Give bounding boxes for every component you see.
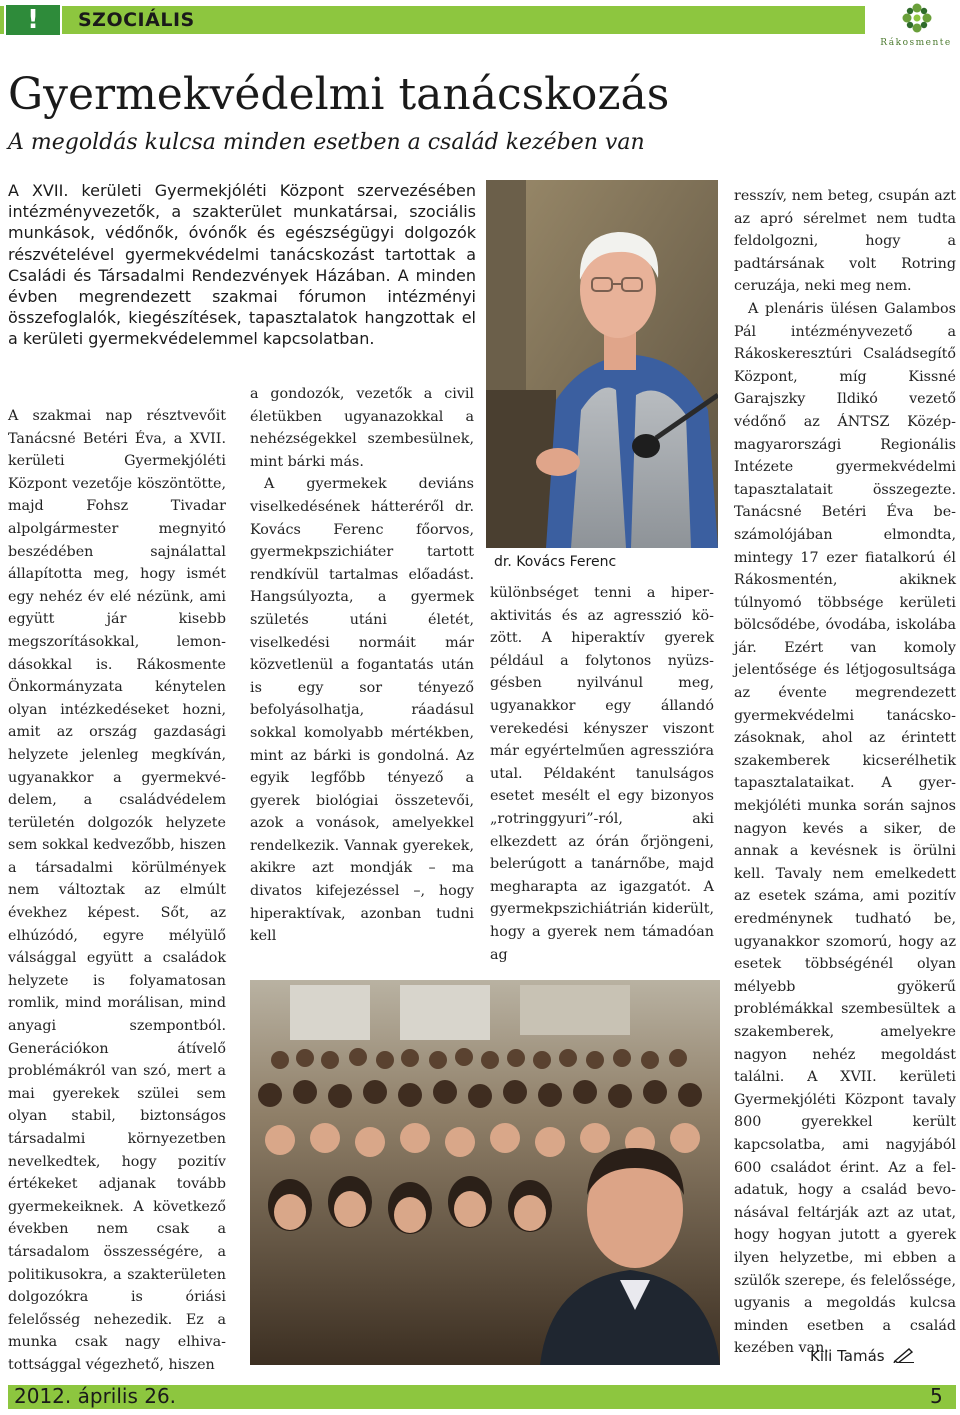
page-number: 5 bbox=[930, 1384, 943, 1408]
paragraph: resszív, nem beteg, csupán azt az apró sérelmet nem tudta feldolgozni, hogy a padtársának volt Rotring ceruzája, neki meg nem. bbox=[734, 188, 956, 295]
paragraph: különbséget tenni a hiperaktivitás és az agresszió között. A hiperaktív gyerek például a folytonos nyüzsgésben nyilvánul meg, ugyanakkor egy állandó verekedési kényszer viszont már egyértelműen agresszióra utal. Példaként tanulságos esetet mesélt el egy bizonyos „rotringgyuri”-ról, aki elkezdett az órán őrjöngeni, belerúgott a tanárnőbe, majd megharapta az igazgatót. A gyermekpszichiátrián kiderült, hogy a gyerek nem támadóan ag bbox=[490, 585, 714, 963]
logo-text: Rákosmente bbox=[880, 38, 952, 48]
article-column-2 bbox=[250, 383, 474, 948]
paragraph: A szakmai nap résztvevőit Tanácsné Betéri Éva, a XVII. kerületi Gyermekjóléti Központ vezetője köszöntötte, majd Fohsz Tivadar alpolgármester megnyitó beszédében sajnálattal állapította meg, hogy ismét egy nehéz év elé nézünk, ami együtt jár kisebb megszorításokkal, lemondásokkal is. Rákosmente Önkormányzata kénytelen olyan intézkedéseket hozni, amit az ország gazdasági helyzete jelenleg megkíván, ugyanakkor a gyermekvédelem, a családvédelem területén dolgozók helyzete sem sokkal kedvezőbb, hiszen a társadalmi körülmények nem változtak az elmúlt évekhez képest. Sőt, az elhúzódó, egyre mélyülő válsággal együtt a családok helyzete is folyamatosan romlik, mind morálisan, mind anyagi szempontból. Generációkon átívelő problémákról van szó, mert a mai gyerekek szülei sem olyan stabil, biztonságos társadalmi környezetben nevelkedtek, hogy pozitív értékeket adjanak tovább gyermekeiknek. A következő években nem csak a társadalom összességére, a politikusokra, a szakterületen dolgozókra is óriási felelősség nehezedik. Ez a munka csak nagy elhivatottsággal végezhető, hiszen bbox=[8, 408, 226, 1373]
paragraph: A gyermekek deviáns viselkedésének hátteréről dr. Kovács Ferenc főorvos, gyermekpszichiáter tartott rendkívül tartalmas előadást. Hangsúlyozta, a gyermek születés utáni életét, viselkedési normáit már közvetlenül a fogantatás után is egy sor tényező befolyásolhatja, ráadásul sokkal komolyabb mértékben, mint az bárki is gondolná. Az egyik legfőbb tényező a gyerek biológiai összetevői, azok a vonások, amelyekkel rendelkezik. Vannak gyerekek, akikre azt mondják – ma divatos kifejezéssel –, hogy hiperaktívak, azonban tudni kell bbox=[250, 476, 474, 945]
article-column-3 bbox=[490, 582, 714, 966]
author-name: Kili Tamás bbox=[810, 1347, 885, 1365]
speaker-photo bbox=[486, 180, 718, 548]
author-signature bbox=[810, 1347, 915, 1365]
article-lead: A XVII. kerületi Gyermekjóléti Központ szervezésében intézményvezetők, a szakterület munkatársai, szociális munkások, védőnők, óvónők és egészségügyi dolgozók részvételével gyermekvédelmi tanácskozást tartottak a Családi és Társadalmi Rendezvények Házában. A minden évben megrendezett szakmai fórumon intézményi összefoglalók, kiegészítések, tapasztalatok hangzottak el a kerületi gyermekvédelemmel kapcsolatban. bbox=[8, 181, 476, 349]
photo-caption: dr. Kovács Ferenc bbox=[494, 554, 617, 570]
article-subtitle: A megoldás kulcsa minden esetben a család kezében van bbox=[8, 130, 645, 155]
article-column-4 bbox=[734, 185, 956, 1360]
pen-icon bbox=[893, 1347, 915, 1363]
issue-date: 2012. április 26. bbox=[14, 1384, 177, 1408]
section-label: SZOCIÁLIS bbox=[78, 9, 195, 31]
paragraph: A plenáris ülésen Galambos Pál intézményvezető a Rákoskeresztúri Családsegítő Központ, míg Kissné Garajszky Ildikó vezető védőnő az ÁNTSZ Középmagyarországi Regionális Intézete gyermekvédelmi tapasztalatait összegezte. Tanácsné Betéri Éva beszámolójában elmondta, mintegy 17 ezer fiatalkorú él Rákosmentén, akiknek túlnyomó többsége kerületi bölcsődébe, óvodába, iskolába jár. Ezért van komoly jelentősége és létjogosultsága az évente megrendezett gyermekvédelmi tanácskozásoknak, ahol az érintett szakemberek kicserélhetik tapasztalataikat. A gyermekjóléti munka során sajnos nagyon kevés a siker, de annak a kevésnek is örülni kell. Tavaly nem emelkedett az esetek száma, ami pozitív eredménynek tudható be, ugyanakkor szomorú, hogy az esetek többségénél olyan mélyebb gyökerű problémákkal szembesültek a szakemberek, amelyekre nagyon nehéz megoldást találni. A XVII. kerületi Gyermekjóléti Központ tavaly 800 gyerekkel került kapcsolatba, ami nagyjából 600 családot érint. Az a feladatuk, hogy a család bevonásával feltárják azt az utat, hogy hogyan jutott a gyerek ilyen helyzetbe, mi ebben a szülők szerepe, és felelőssége, ugyanis a megoldás kulcsa minden esetben a család kezében van. bbox=[734, 300, 956, 1357]
paragraph: a gondozók, vezetők a civil életükben ugyanazokkal a nehézségekkel szembesülnek, mint bárki más. bbox=[250, 386, 474, 470]
article-column-1 bbox=[8, 405, 226, 1377]
audience-photo bbox=[250, 980, 720, 1365]
article-title: Gyermekvédelmi tanácskozás bbox=[8, 69, 670, 120]
exclamation-icon: ! bbox=[4, 3, 62, 37]
